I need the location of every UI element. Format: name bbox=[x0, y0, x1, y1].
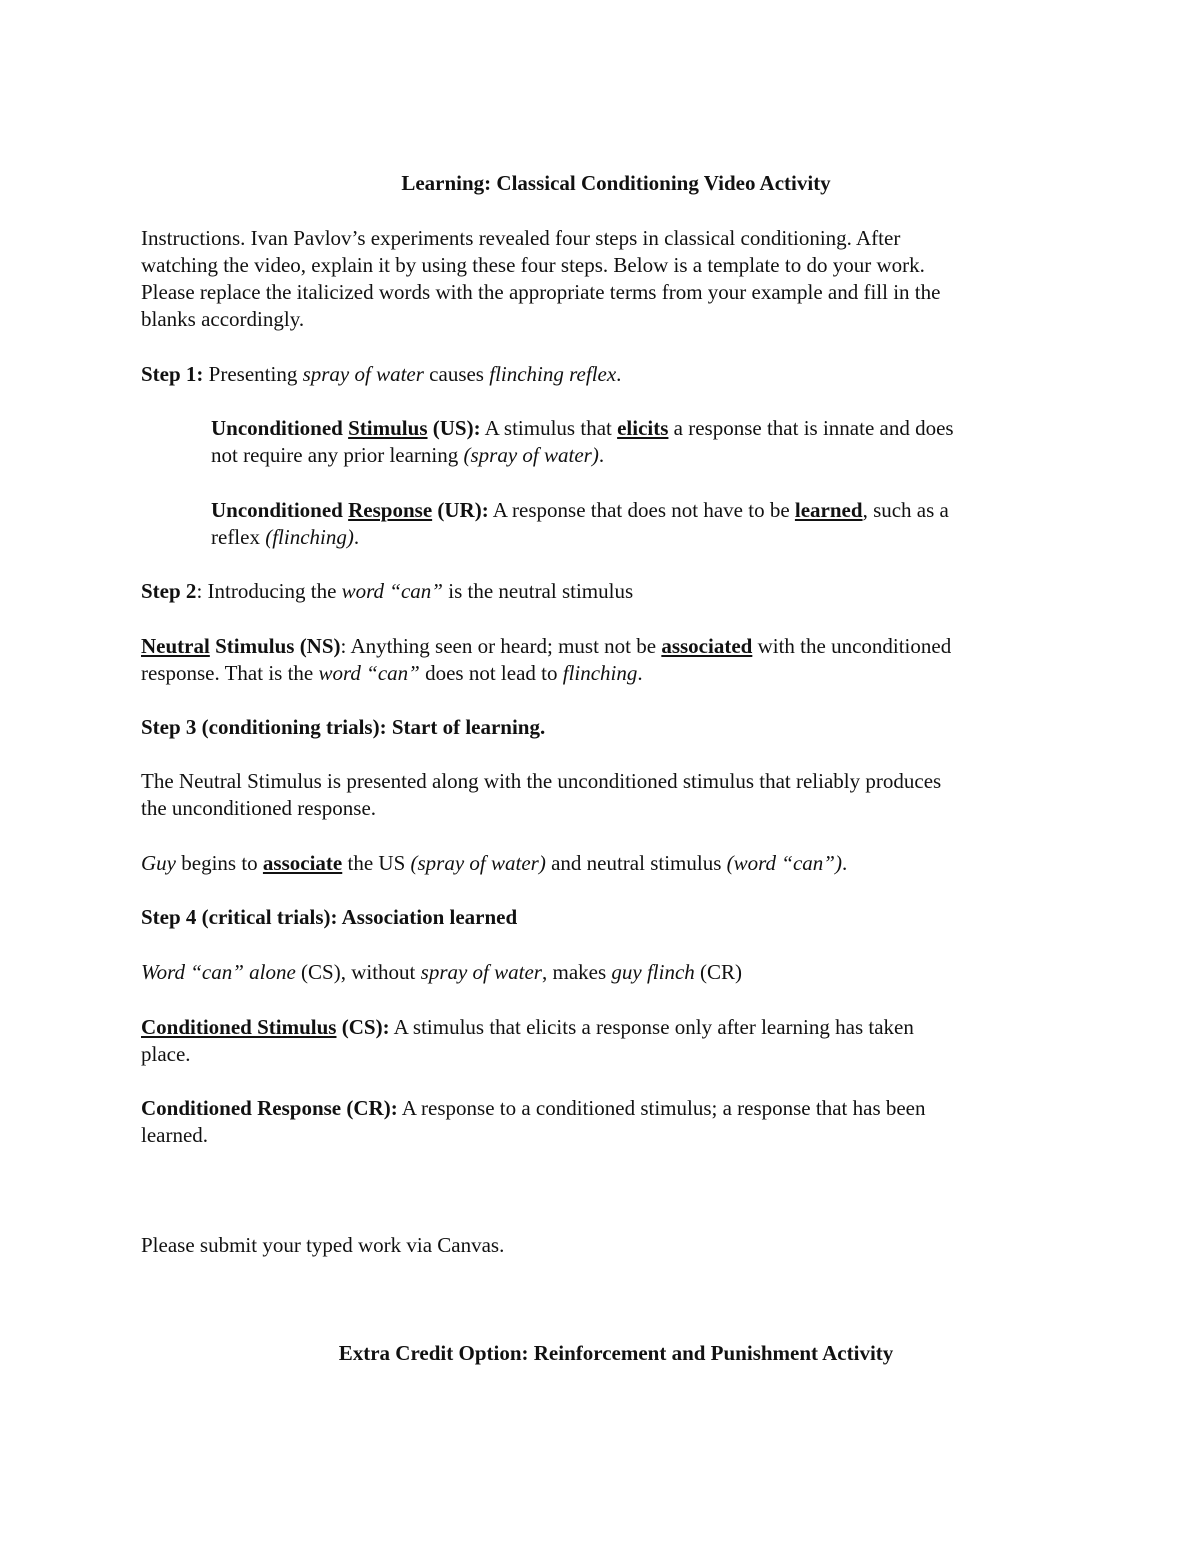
text: A response to a conditioned stimulus; a response that has been bbox=[397, 1096, 926, 1120]
cr-definition-line-2: learned. bbox=[141, 1123, 209, 1147]
italic-term: spray of water bbox=[302, 362, 424, 386]
text: Presenting bbox=[203, 362, 303, 386]
text: with the unconditioned bbox=[752, 634, 952, 658]
keyword-underlined: associate bbox=[262, 851, 343, 875]
step-2-label: Step 2 bbox=[141, 579, 197, 603]
text: a response that is innate and does bbox=[668, 416, 954, 440]
cs-example-line bbox=[141, 959, 742, 986]
term-bold: Stimulus (NS) bbox=[209, 634, 341, 658]
step-3-body-line-2: the unconditioned response. bbox=[141, 796, 377, 820]
text: . bbox=[616, 362, 622, 386]
text: (CR) bbox=[694, 960, 743, 984]
text: : Introducing the bbox=[196, 579, 342, 603]
italic-term: (word “can”) bbox=[726, 851, 842, 875]
text: . bbox=[598, 443, 605, 467]
text: . bbox=[353, 525, 360, 549]
step-3-heading: Step 3 (conditioning trials): Start of learning. bbox=[141, 715, 546, 739]
instructions-line-2: watching the video, explain it by using these four steps. Below is a template to do your work. bbox=[141, 253, 925, 277]
step-3-body-line-1: The Neutral Stimulus is presented along with the unconditioned stimulus that reliably produces bbox=[141, 769, 942, 793]
submit-instruction: Please submit your typed work via Canvas. bbox=[141, 1233, 505, 1257]
us-definition-line-2 bbox=[211, 442, 604, 469]
ns-definition-line-1 bbox=[141, 633, 951, 660]
cs-definition-line-2: place. bbox=[141, 1042, 191, 1066]
step-1-label: Step 1: bbox=[141, 362, 204, 386]
italic-term: (flinching) bbox=[265, 525, 354, 549]
text: reflex bbox=[211, 525, 266, 549]
cr-definition-line-1 bbox=[141, 1095, 926, 1122]
text: . bbox=[841, 851, 848, 875]
text: response. That is the bbox=[141, 661, 319, 685]
us-definition-line-1 bbox=[211, 415, 954, 442]
italic-term: (spray of water) bbox=[463, 443, 599, 467]
keyword-underlined: elicits bbox=[617, 416, 669, 440]
guy-associates-line bbox=[141, 850, 847, 877]
italic-term: Guy bbox=[141, 851, 176, 875]
step-4-heading: Step 4 (critical trials): Association learned bbox=[141, 905, 518, 929]
term-underlined: Response bbox=[348, 498, 433, 522]
text: , makes bbox=[541, 960, 612, 984]
cs-definition-line-1 bbox=[141, 1014, 914, 1041]
text: the US bbox=[342, 851, 411, 875]
italic-term: (spray of water) bbox=[410, 851, 546, 875]
text: causes bbox=[423, 362, 490, 386]
italic-term: Word “can” alone bbox=[141, 960, 296, 984]
term-bold: (UR): bbox=[432, 498, 489, 522]
text: begins to bbox=[176, 851, 263, 875]
extra-credit-heading: Extra Credit Option: Reinforcement and Punishment Activity bbox=[338, 1341, 894, 1365]
keyword-underlined: associated bbox=[661, 634, 753, 658]
text: and neutral stimulus bbox=[545, 851, 727, 875]
italic-term: flinching bbox=[562, 661, 638, 685]
italic-term: flinching reflex bbox=[489, 362, 617, 386]
text: A stimulus that bbox=[480, 416, 618, 440]
text: does not lead to bbox=[419, 661, 563, 685]
ur-definition-line-2 bbox=[211, 524, 359, 551]
text: . bbox=[637, 661, 643, 685]
term-bold: (US): bbox=[427, 416, 481, 440]
italic-term: word “can” bbox=[318, 661, 420, 685]
text: A response that does not have to be bbox=[488, 498, 795, 522]
text: A stimulus that elicits a response only after learning has taken bbox=[389, 1015, 914, 1039]
document-title: Learning: Classical Conditioning Video Activity bbox=[401, 171, 831, 195]
term-bold: Unconditioned bbox=[211, 416, 349, 440]
ns-definition-line-2 bbox=[141, 660, 643, 687]
ur-definition-line-1 bbox=[211, 497, 949, 524]
text: : Anything seen or heard; must not be bbox=[340, 634, 662, 658]
italic-term: word “can” bbox=[341, 579, 443, 603]
term-underlined: Neutral bbox=[141, 634, 210, 658]
step-1-line bbox=[141, 361, 621, 388]
term-underlined: Conditioned Stimulus bbox=[141, 1015, 337, 1039]
text: is the neutral stimulus bbox=[443, 579, 634, 603]
term-bold: Conditioned Response (CR): bbox=[141, 1096, 398, 1120]
italic-term: spray of water bbox=[420, 960, 542, 984]
instructions-line-1: Instructions. Ivan Pavlov’s experiments revealed four steps in classical conditioning. After bbox=[141, 226, 901, 250]
keyword-underlined: learned bbox=[794, 498, 863, 522]
italic-term: guy flinch bbox=[611, 960, 695, 984]
instructions-line-3: Please replace the italicized words with the appropriate terms from your example and fill in the bbox=[141, 280, 941, 304]
term-bold: (CS): bbox=[336, 1015, 390, 1039]
step-2-line bbox=[141, 578, 633, 605]
text: , such as a bbox=[862, 498, 949, 522]
text: not require any prior learning bbox=[211, 443, 464, 467]
instructions-line-4: blanks accordingly. bbox=[141, 307, 305, 331]
term-bold: Unconditioned bbox=[211, 498, 349, 522]
term-underlined: Stimulus bbox=[348, 416, 428, 440]
text: (CS), without bbox=[295, 960, 421, 984]
